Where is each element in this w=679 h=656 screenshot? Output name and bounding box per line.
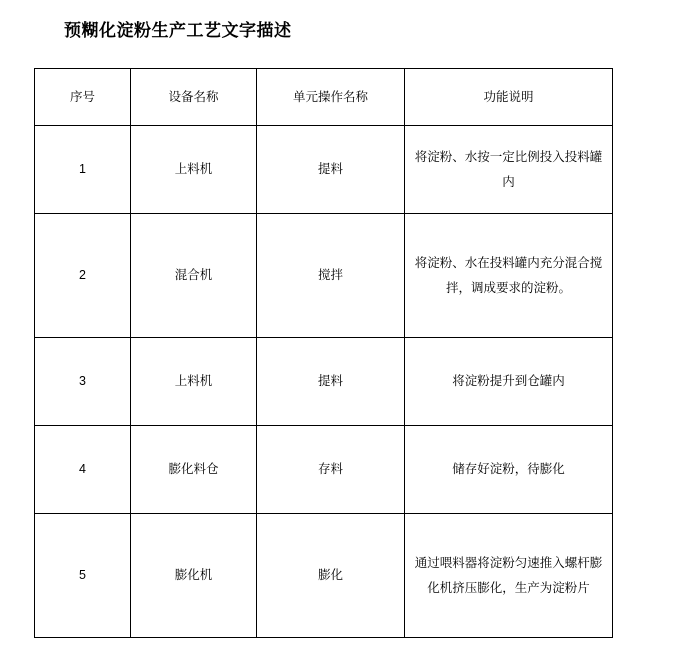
- cell-no: 2: [35, 214, 131, 338]
- process-table-container: [34, 68, 612, 638]
- cell-equipment: 混合机: [131, 214, 257, 338]
- table-row: [35, 426, 613, 514]
- cell-no: 5: [35, 514, 131, 638]
- cell-equipment: 上料机: [131, 126, 257, 214]
- cell-no: 4: [35, 426, 131, 514]
- cell-equipment: 膨化机: [131, 514, 257, 638]
- cell-no: 1: [35, 126, 131, 214]
- cell-description: 通过喂料器将淀粉匀速推入螺杆膨化机挤压膨化，生产为淀粉片: [405, 514, 613, 638]
- cell-operation: 提料: [257, 338, 405, 426]
- cell-no: 3: [35, 338, 131, 426]
- column-header-no: 序号: [35, 69, 131, 126]
- table-header-row: [35, 69, 613, 126]
- process-table: [34, 68, 613, 638]
- cell-equipment: 上料机: [131, 338, 257, 426]
- table-row: [35, 338, 613, 426]
- cell-description: 储存好淀粉，待膨化: [405, 426, 613, 514]
- table-row: [35, 214, 613, 338]
- table-row: [35, 514, 613, 638]
- page-title: 预糊化淀粉生产工艺文字描述: [64, 21, 292, 40]
- cell-description: 将淀粉提升到仓罐内: [405, 338, 613, 426]
- cell-operation: 提料: [257, 126, 405, 214]
- column-header-operation: 单元操作名称: [257, 69, 405, 126]
- cell-description: 将淀粉、水在投料罐内充分混合搅拌，调成要求的淀粉。: [405, 214, 613, 338]
- cell-operation: 膨化: [257, 514, 405, 638]
- column-header-description: 功能说明: [405, 69, 613, 126]
- cell-operation: 搅拌: [257, 214, 405, 338]
- cell-operation: 存料: [257, 426, 405, 514]
- column-header-equipment: 设备名称: [131, 69, 257, 126]
- cell-description: 将淀粉、水按一定比例投入投料罐内: [405, 126, 613, 214]
- cell-equipment: 膨化料仓: [131, 426, 257, 514]
- table-row: [35, 126, 613, 214]
